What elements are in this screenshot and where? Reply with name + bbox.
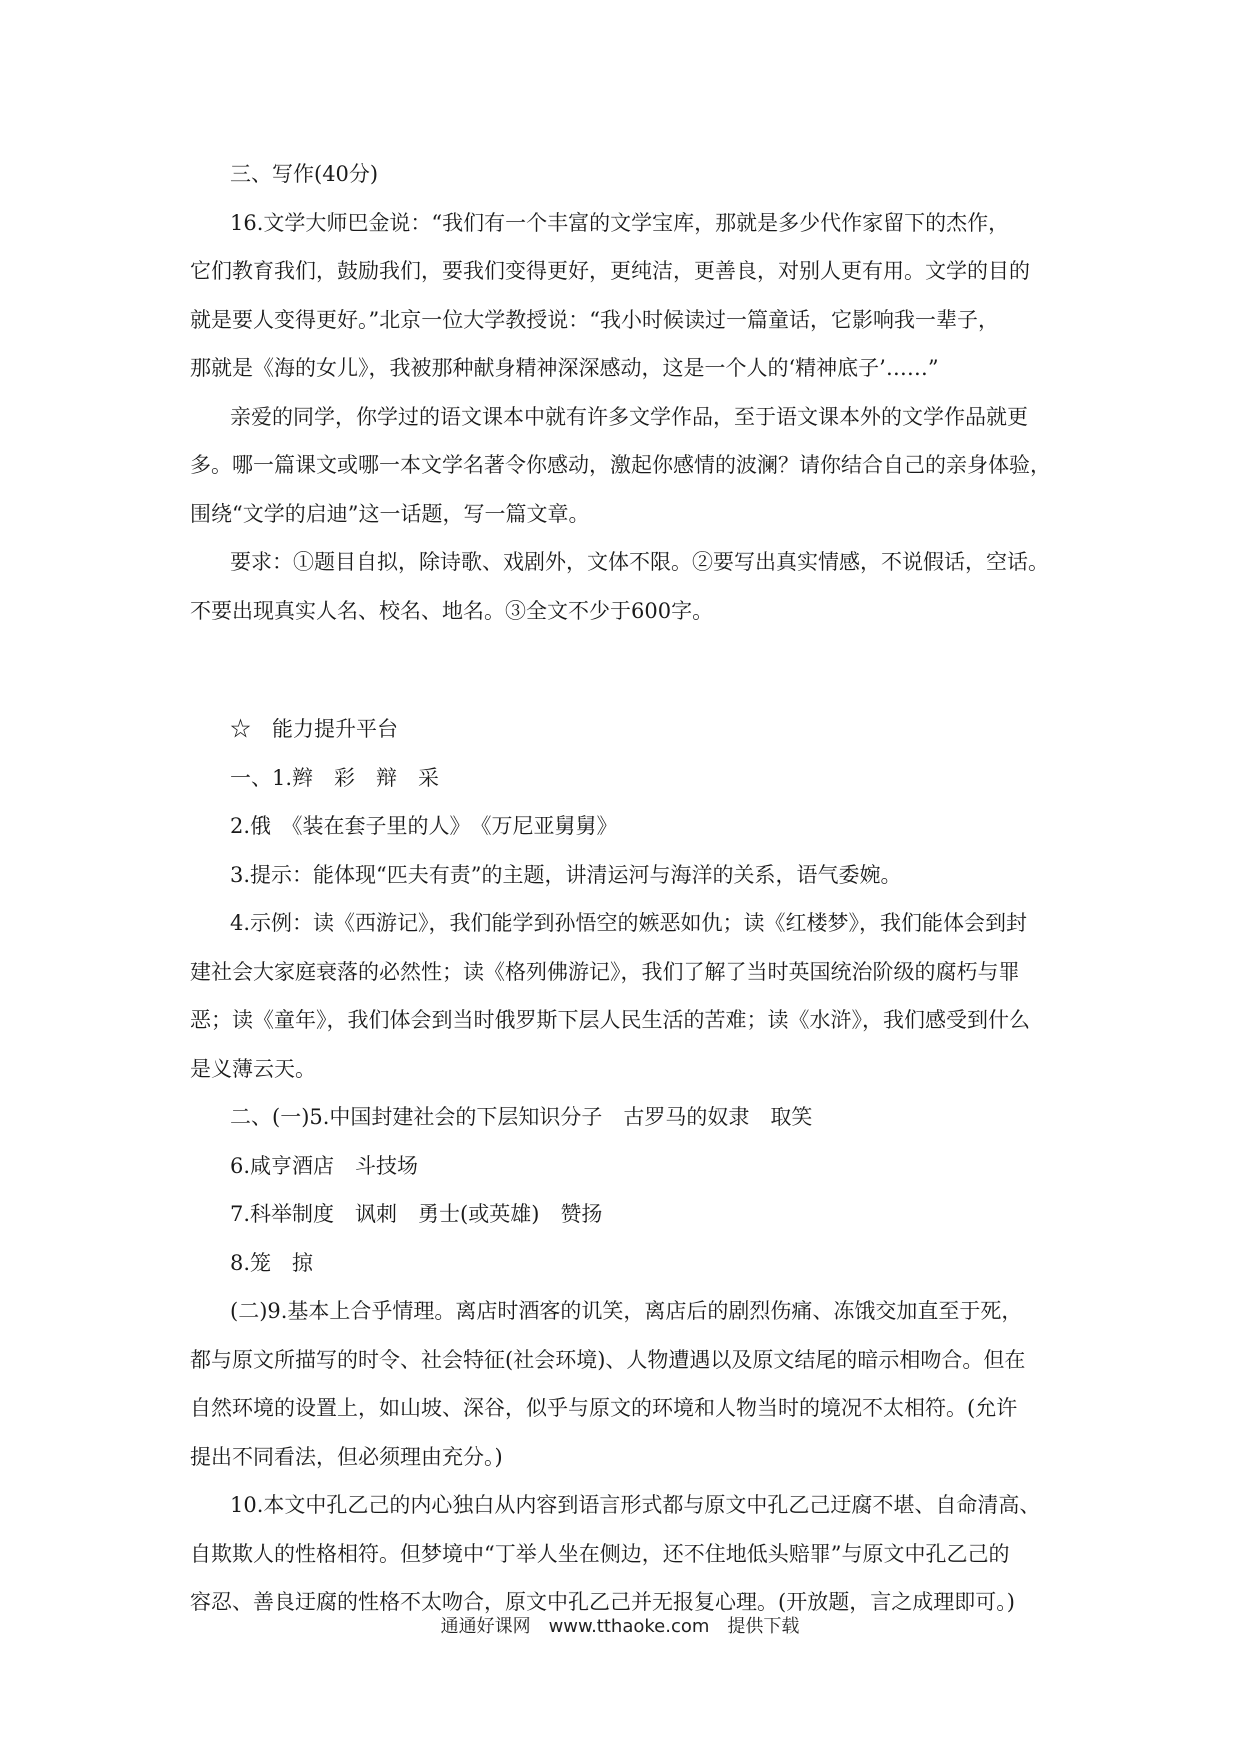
- requirements-line: 不要出现真实人名、校名、地名。③全文不少于600字。: [190, 598, 714, 623]
- answer-6: 6.咸亨酒店 斗技场: [230, 1153, 419, 1178]
- requirements-line: 要求：①题目自拟，除诗歌、戏剧外，文体不限。②要写出真实情感，不说假话，空话。: [230, 550, 1049, 574]
- writing-heading: 三、写作(40分): [230, 162, 379, 186]
- answer-7: 7.科举制度 讽刺 勇士(或英雄) 赞扬: [230, 1202, 603, 1226]
- prompt-line: 多。哪一篇课文或哪一本文学名著令你感动，激起你感情的波澜？请你结合自己的亲身体验，: [190, 453, 1051, 477]
- answer-4-line: 4.示例：读《西游记》，我们能学到孙悟空的嫉恶如仇；读《红楼梦》，我们能体会到封: [230, 911, 1028, 935]
- answer-4-line: 恶；读《童年》，我们体会到当时俄罗斯下层人民生活的苦难；读《水浒》，我们感受到什么: [190, 1008, 1030, 1032]
- q16-line: 它们教育我们，鼓励我们，要我们变得更好，更纯洁，更善良，对别人更有用。文学的目的: [190, 259, 1030, 283]
- answer-4-line: 是义薄云天。: [190, 1056, 316, 1081]
- answer-9-line: 都与原文所描写的时令、社会特征(社会环境)、人物遭遇以及原文结尾的暗示相吻合。但在: [190, 1347, 1026, 1372]
- prompt-line: 围绕“文学的启迪”这一话题，写一篇文章。: [190, 501, 590, 526]
- document-page: [190, 150, 1070, 1627]
- answer-8: 8.笼 掠: [230, 1250, 314, 1275]
- answer-9-line: (二)9.基本上合乎情理。离店时酒客的讥笑，离店后的剧烈伤痛、冻饿交加直至于死，: [230, 1299, 1023, 1323]
- page-footer: 通通好课网 www.tthaoke.com 提供下载: [440, 1616, 800, 1637]
- answer-10-line: 10.本文中孔乙己的内心独白从内容到语言形式都与原文中孔乙己迂腐不堪、自命清高、: [230, 1493, 1041, 1517]
- answer-10-line: 自欺欺人的性格相符。但梦境中“丁举人坐在侧边，还不住地低头赔罪”与原文中孔乙己的: [190, 1541, 1010, 1566]
- q16-line: 就是要人变得更好。”北京一位大学教授说：“我小时候读过一篇童话，它影响我一辈子，: [190, 307, 999, 332]
- answer-9-line: 提出不同看法，但必须理由充分。): [190, 1444, 503, 1469]
- prompt-line: 亲爱的同学，你学过的语文课本中就有许多文学作品，至于语文课本外的文学作品就更: [230, 404, 1028, 429]
- answer-2: 2.俄 《装在套子里的人》 《万尼亚舅舅》: [230, 814, 618, 838]
- q16-line: 那就是《海的女儿》，我被那种献身精神深深感动，这是一个人的‘精神底子’……”: [190, 356, 939, 380]
- answer-1: 一、1.辫 彩 辩 采: [230, 765, 440, 790]
- answer-9-line: 自然环境的设置上，如山坡、深谷，似乎与原文的环境和人物当时的境况不太相符。(允许: [190, 1396, 1018, 1420]
- answers-section-title: ☆ 能力提升平台: [230, 717, 398, 741]
- answer-4-line: 建社会大家庭衰落的必然性；读《格列佛游记》，我们了解了当时英国统治阶级的腐朽与罪: [190, 959, 1020, 984]
- q16-line: 16.文学大师巴金说：“我们有一个丰富的文学宝库，那就是多少代作家留下的杰作，: [230, 210, 1010, 235]
- answer-3: 3.提示：能体现“匹夫有责”的主题，讲清运河与海洋的关系，语气委婉。: [230, 862, 902, 887]
- section-gap: [190, 635, 1070, 705]
- answer-10-line: 容忍、善良迂腐的性格不太吻合，原文中孔乙己并无报复心理。(开放题，言之成理即可。): [190, 1590, 1015, 1614]
- answer-5: 二、(一)5.中国封建社会的下层知识分子 古罗马的奴隶 取笑: [230, 1105, 813, 1129]
